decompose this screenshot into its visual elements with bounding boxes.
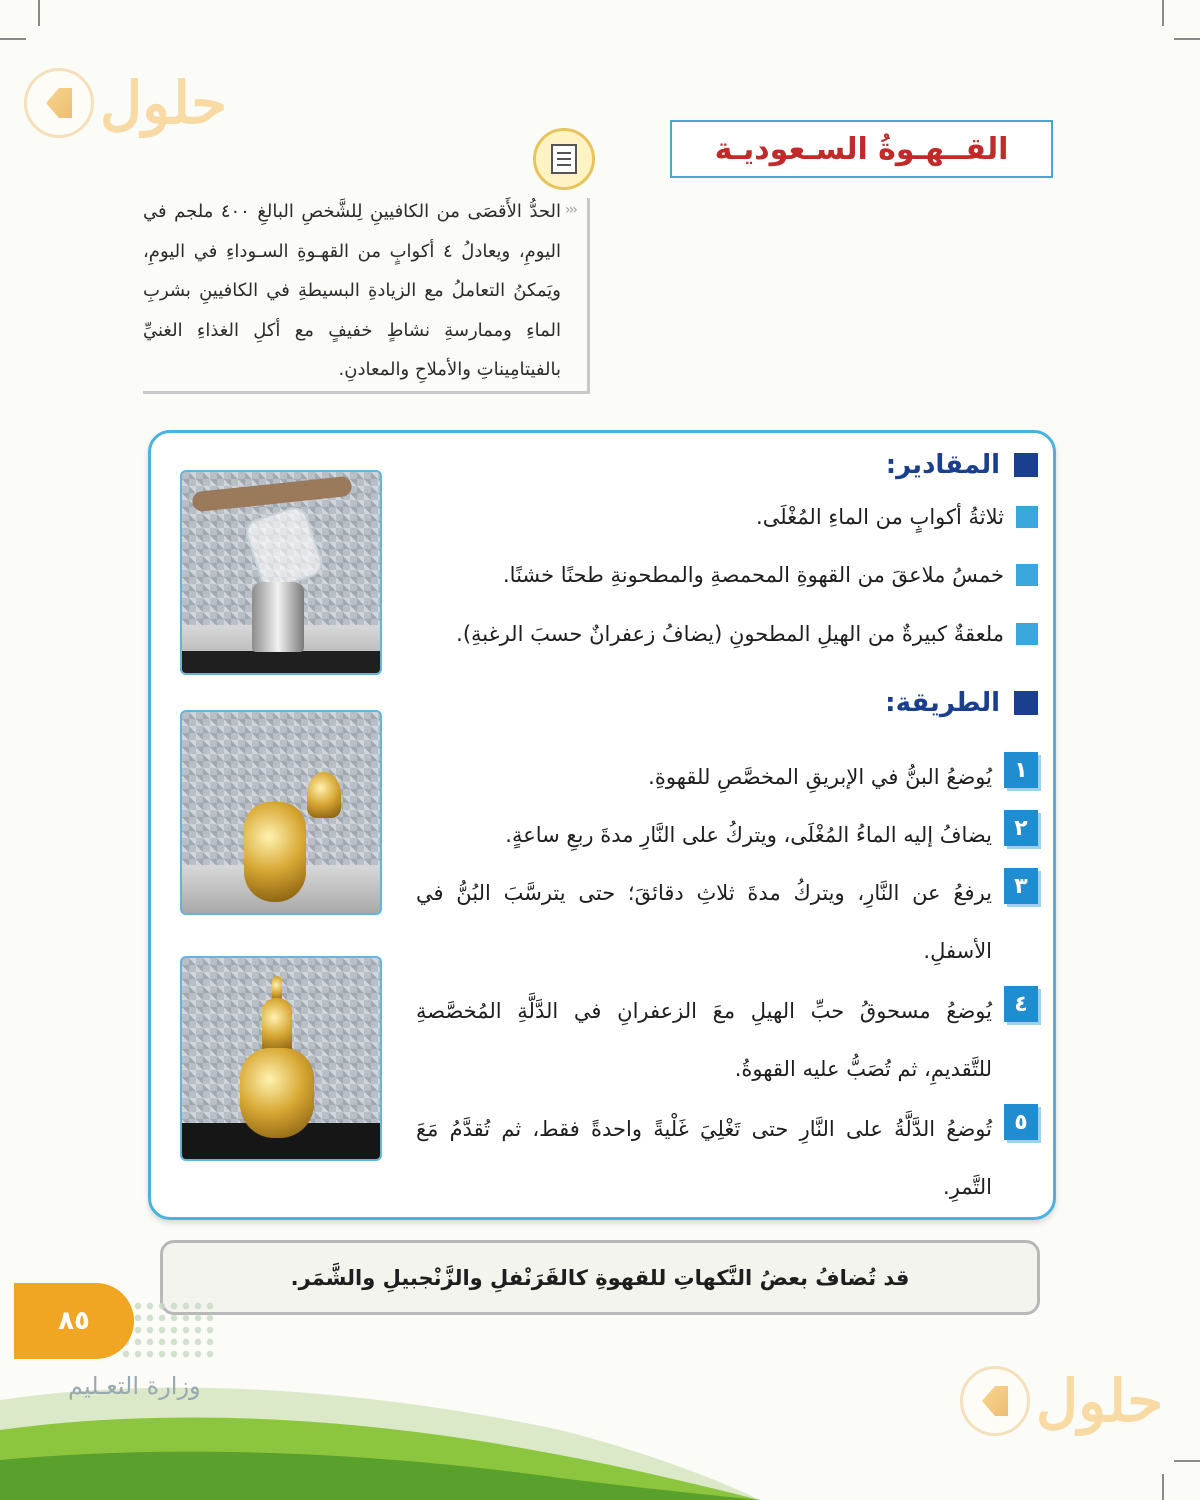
method-step	[416, 982, 1038, 1098]
step-text: تُوضعُ الدَّلَّةُ على النَّارِ حتى تَغْلِيَ غَلْيةً واحدةً فقط، ثم تُقدَّمُ مَعَ التَّمرِ.	[416, 1117, 992, 1199]
method-step	[416, 864, 1038, 980]
step-text: يُوضعُ البنُّ في الإبريقِ المخصَّصِ للقهوةِ.	[648, 765, 992, 789]
bullet-square-icon	[1016, 564, 1038, 586]
crop-mark	[38, 0, 40, 26]
ministry-logo-dots	[120, 1300, 215, 1360]
crop-mark	[0, 38, 26, 40]
method-step	[416, 806, 1038, 864]
watermark	[24, 68, 227, 138]
crop-mark	[1162, 0, 1164, 26]
step-number: ٣	[1004, 868, 1038, 904]
bullet-square-icon	[1016, 506, 1038, 528]
watermark-logo-icon	[960, 1366, 1030, 1436]
ministry-name: وزارة التعـليم	[68, 1372, 201, 1400]
method-heading: الطريقة:	[885, 688, 1038, 718]
photo-dallah	[180, 956, 382, 1161]
page-number: ٨٥	[58, 1306, 90, 1336]
crop-mark	[1162, 1474, 1164, 1500]
heading-square-icon	[1014, 453, 1038, 477]
bullet-square-icon	[1016, 623, 1038, 645]
photo-pouring-water	[180, 470, 382, 675]
method-step	[416, 748, 1038, 806]
watermark	[960, 1366, 1163, 1436]
watermark-text: حلول	[100, 69, 228, 137]
page-title: القــهـوةُ السـعوديـة	[714, 131, 1009, 167]
watermark-text: حلول	[1036, 1367, 1164, 1435]
step-number: ٤	[1004, 986, 1038, 1022]
photo-brass-pot-funnel	[180, 710, 382, 915]
note-text: الحدُّ الأَقصَى من الكافيينِ لِلشَّخصِ البالغِ ٤٠٠ ملجم في اليومِ، ويعادلُ ٤ أكوابٍ من القهـوةِ السـوداءِ في اليومِ، ويَمكنُ التعاملُ مع الزيادةِ البسيطةِ في الكافيينِ بشربِ الماءِ وممارسةِ نشاطٍ خفيفٍ مع أكلِ الغذاءِ الغنيِّ بالفيتامِيناتِ والأملاحِ والمعادنِ.	[143, 201, 561, 380]
step-number: ٥	[1004, 1104, 1038, 1140]
title-box	[670, 120, 1053, 178]
note-icon	[533, 128, 595, 190]
watermark-logo-icon	[24, 68, 94, 138]
step-number: ٢	[1004, 810, 1038, 846]
note-arrows-icon: ›››	[565, 202, 576, 218]
ingredient-item: خمسُ ملاعقَ من القهوةِ المحمصةِ والمطحونةِ طحنًا خشنًا.	[503, 563, 1038, 587]
heading-square-icon	[1014, 691, 1038, 715]
step-text: يرفعُ عن النَّارِ، ويتركُ مدةَ ثلاثِ دقائقَ؛ حتى يترسَّبَ البُنُّ في الأسفلِ.	[416, 881, 992, 963]
crop-mark	[1174, 1460, 1200, 1462]
ingredient-item: ثلاثةُ أكوابٍ من الماءِ المُغْلَى.	[756, 505, 1038, 529]
page-number-tab	[14, 1283, 134, 1359]
tip-box	[160, 1240, 1040, 1315]
crop-mark	[1174, 38, 1200, 40]
step-text: يُوضعُ مسحوقُ حبِّ الهيلِ معَ الزعفرانِ في الدَّلَّةِ المُخصَّصةِ للتَّقديمِ، ثم تُصَبُّ عليه القهوةُ.	[416, 999, 992, 1081]
ingredient-item: ملعقةٌ كبيرةٌ من الهيلِ المطحونِ (يضافُ زعفرانٌ حسبَ الرغبةِ).	[456, 622, 1038, 646]
method-step	[416, 1100, 1038, 1216]
tip-text: قد تُضافُ بعضُ النَّكهاتِ للقهوةِ كالقَرَنْفلِ والزَّنْجبيلِ والشَّمَر.	[290, 1265, 910, 1290]
step-text: يضافُ إليه الماءُ المُغْلَى، ويتركُ على النَّارِ مدةَ ربعِ ساعةٍ.	[505, 823, 992, 847]
ingredients-heading: المقادير:	[886, 450, 1038, 480]
step-number: ١	[1004, 752, 1038, 788]
